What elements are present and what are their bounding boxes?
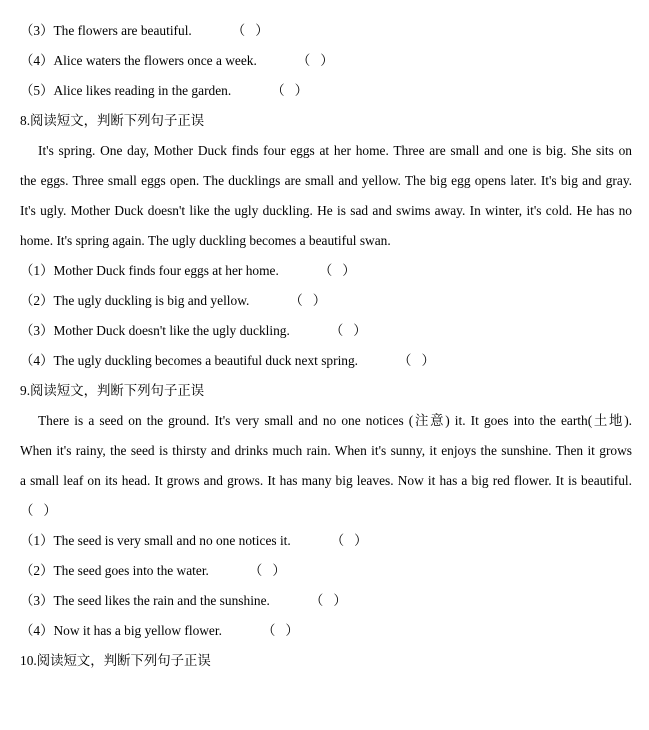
passage-line: It's ugly. Mother Duck doesn't like the ugly duckling. He is sad and swims away. In winter, it's cold. He has no: [20, 203, 632, 218]
answer-blank: （ ）: [318, 263, 356, 278]
question-statement: （3）The flowers are beautiful.: [20, 23, 192, 38]
question-item: [20, 556, 632, 586]
question-statement: （4）Now it has a big yellow flower.: [20, 623, 222, 638]
passage-line: It's spring. One day, Mother Duck finds four eggs at her home. Three are small and one is big. She sits on: [38, 143, 632, 158]
passage-line: home. It's spring again. The ugly duckling becomes a beautiful swan.: [20, 233, 391, 248]
section-heading-10: 10.阅读短文，判断下列句子正误: [20, 653, 211, 668]
answer-blank: （ ）: [231, 23, 269, 38]
section-heading-8: 8.阅读短文，判断下列句子正误: [20, 113, 205, 128]
question-item: [20, 316, 632, 346]
answer-blank: （ ）: [398, 353, 435, 368]
answer-blank: （ ）: [329, 323, 367, 338]
question-item: [20, 586, 632, 616]
question-item: [20, 46, 632, 76]
question-statement: （4）The ugly duckling becomes a beautiful duck next spring.: [20, 353, 359, 368]
question-item: [20, 256, 632, 286]
passage-line: the eggs. Three small eggs open. The ducklings are small and yellow. The big egg opens later. It's big and gray.: [20, 173, 632, 188]
answer-blank: （ ）: [271, 83, 309, 98]
answer-blank: （ ）: [289, 293, 327, 308]
answer-blank: （ ）: [261, 623, 299, 638]
question-item: [20, 346, 632, 376]
answer-blank: （ ）: [248, 563, 286, 578]
passage-answer-row: [20, 496, 632, 526]
question-statement: （4）Alice waters the flowers once a week.: [20, 53, 257, 68]
question-statement: （1）Mother Duck finds four eggs at her home.: [20, 263, 279, 278]
passage-line: a small leaf on its head. It grows and grows. It has many big leaves. Now it has a big red flower. It is beautiful.: [20, 473, 632, 488]
question-statement: （5）Alice likes reading in the garden.: [20, 83, 232, 98]
section-heading-9: 9.阅读短文，判断下列句子正误: [20, 383, 205, 398]
question-statement: （1）The seed is very small and no one notices it.: [20, 533, 291, 548]
question-statement: （3）The seed likes the rain and the sunshine.: [20, 593, 270, 608]
question-statement: （3）Mother Duck doesn't like the ugly duckling.: [20, 323, 290, 338]
passage-line: When it's rainy, the seed is thirsty and drinks much rain. When it's sunny, it enjoys the sunshine. Then it grows: [20, 443, 632, 458]
question-statement: （2）The seed goes into the water.: [20, 563, 209, 578]
question-item: [20, 16, 632, 46]
question-item: [20, 616, 632, 646]
answer-blank: （ ）: [20, 503, 57, 518]
answer-blank: （ ）: [309, 593, 347, 608]
question-item: [20, 286, 632, 316]
passage-line: There is a seed on the ground. It's very small and no one notices (注意) it. It goes into the earth(土地).: [38, 413, 632, 428]
question-statement: （2）The ugly duckling is big and yellow.: [20, 293, 250, 308]
question-item: [20, 76, 632, 106]
answer-blank: （ ）: [330, 533, 368, 548]
question-item: [20, 526, 632, 556]
answer-blank: （ ）: [296, 53, 334, 68]
